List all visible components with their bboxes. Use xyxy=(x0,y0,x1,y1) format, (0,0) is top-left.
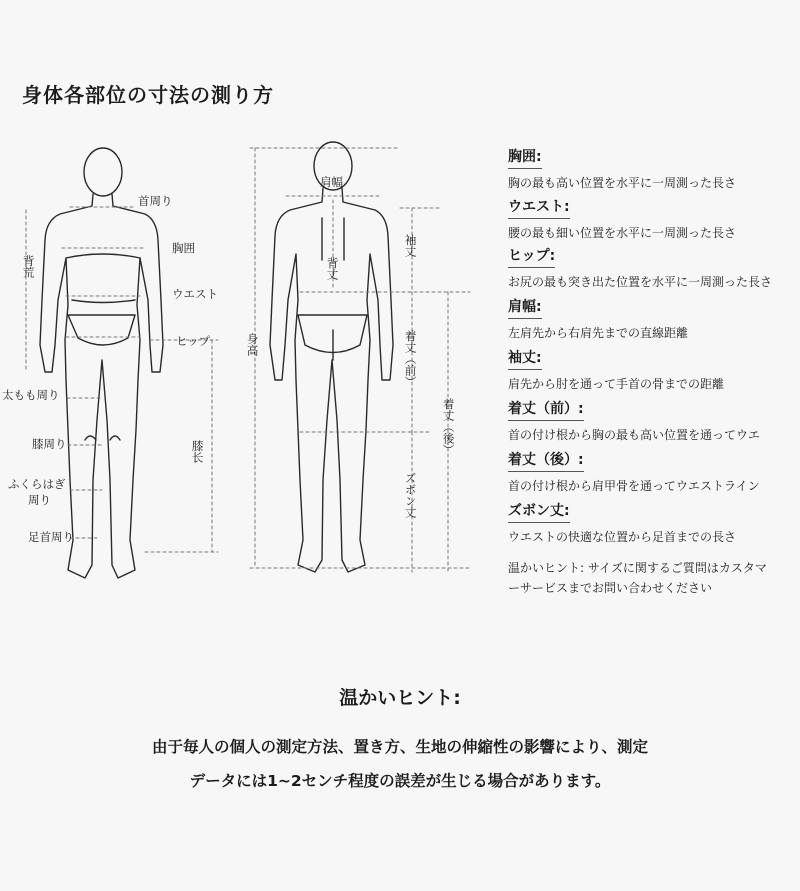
definition-desc: 腰の最も細い位置を水平に一周測った長さ xyxy=(508,226,737,240)
ankle-label: 足首周り xyxy=(28,530,74,544)
definition-desc: 肩先から肘を通って手首の骨までの距離 xyxy=(508,377,725,391)
definition-term: 胸囲: xyxy=(508,146,542,169)
side-arm-label: 背荒 xyxy=(21,255,36,278)
pants-length-label: ズボン丈 xyxy=(403,472,418,518)
definition-term: 着丈（前）: xyxy=(508,398,584,421)
length-front-label: 着丈（前） xyxy=(403,330,418,388)
definition-desc: 首の付け根から肩甲骨を通ってウエストライン xyxy=(508,479,760,493)
definition-desc: 首の付け根から胸の最も高い位置を通ってウエ xyxy=(508,428,761,442)
definition-desc: 左肩先から右肩先までの直線距離 xyxy=(508,326,689,340)
length-back-label: 着丈（後） xyxy=(441,398,456,456)
definition-hip xyxy=(508,245,800,290)
definition-sleeve xyxy=(508,347,800,392)
waist-label: ウエスト xyxy=(172,287,218,301)
definition-desc: ウエストの快適な位置から足首までの長さ xyxy=(508,530,737,544)
knee-label: 膝周り xyxy=(32,437,67,451)
page-title: 身体各部位の寸法の測り方 xyxy=(22,83,274,107)
definition-length-front xyxy=(508,398,800,443)
calf-label-2: 周り xyxy=(28,493,51,507)
front-figure xyxy=(40,148,163,578)
definition-term: ウエスト: xyxy=(508,196,570,219)
chest-label: 胸囲 xyxy=(172,241,195,255)
back-figure xyxy=(270,142,393,572)
inseam-label: 膝长 xyxy=(190,440,205,463)
definition-desc: お尻の最も突き出た位置を水平に一周測った長さ xyxy=(508,275,773,289)
definition-term: 着丈（後）: xyxy=(508,449,584,472)
neck-label: 首周り xyxy=(138,194,173,208)
calf-label-1: ふくらはぎ xyxy=(8,477,66,491)
definition-term: 肩幅: xyxy=(508,296,542,319)
hint-line-1: 由于毎人の個人の測定方法、置き方、生地の伸縮性の影響により、測定 xyxy=(151,738,648,756)
back-length-label: 背丈 xyxy=(325,257,340,280)
definition-length-back xyxy=(508,449,800,494)
definition-term: ズボン丈: xyxy=(508,500,570,523)
definition-desc: 胸の最も高い位置を水平に一周測った長さ xyxy=(508,176,737,190)
definition-term: 袖丈: xyxy=(508,347,542,370)
definition-term: ヒップ: xyxy=(508,245,555,268)
definition-shoulder xyxy=(508,296,800,341)
sleeve-label: 袖丈 xyxy=(403,234,418,257)
small-hint: 温かいヒント: サイズに関するご質問はカスタマーサービスまでお問い合わせください xyxy=(508,561,767,595)
hip-label: ヒップ xyxy=(176,334,211,348)
shoulder-label: 肩幅 xyxy=(320,175,343,189)
definition-waist xyxy=(508,196,800,241)
hint-line-2: データには1~2センチ程度の誤差が生じる場合があります。 xyxy=(189,772,611,790)
thigh-label: 太もも周り xyxy=(2,388,60,402)
hint-title: 温かいヒント: xyxy=(339,687,461,709)
definition-chest xyxy=(508,146,800,191)
definition-pants xyxy=(508,500,800,545)
height-label: 身高 xyxy=(245,333,260,356)
hint-body xyxy=(0,730,800,798)
